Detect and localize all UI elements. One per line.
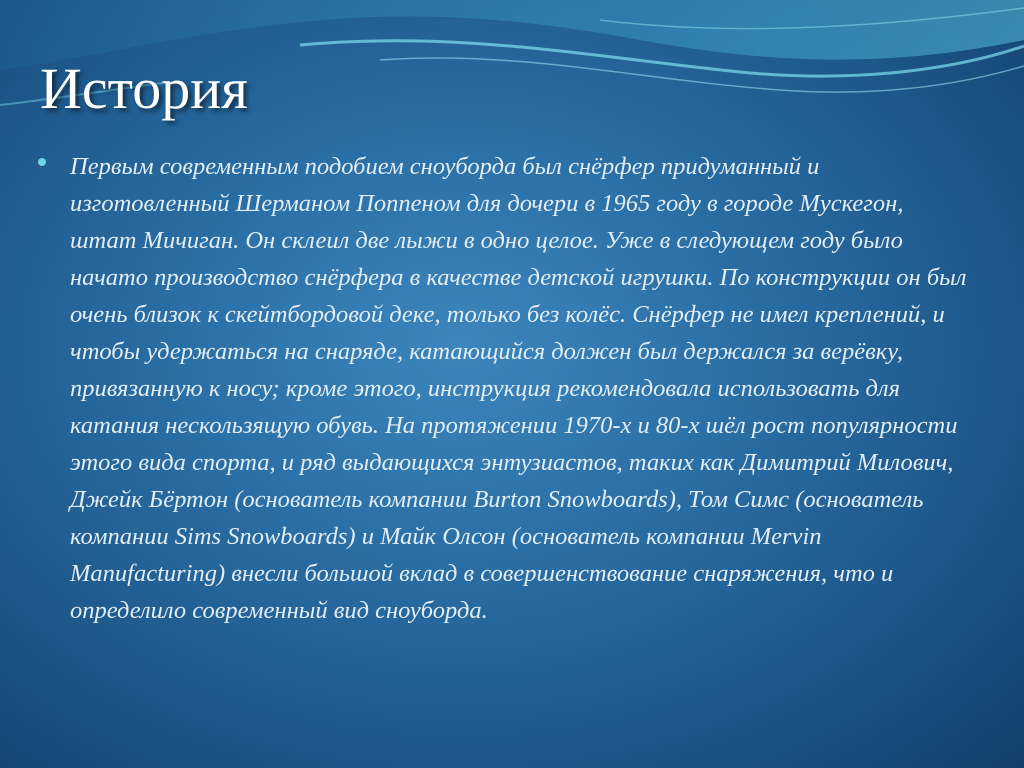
- bullet-icon: [38, 158, 46, 166]
- bullet-text: Первым современным подобием сноуборда был снёрфер придуманный и изготовленный Шерманом Поппеном для дочери в 1965 году в городе Мускегон, штат Мичиган. Он склеил две лыжи в одно целое. Уже в следующем году было начато производство снёрфера в качестве детской игрушки. По конструкции он был очень близок к скейтбордовой деке, только без колёс. Снёрфер не имел креплений, и чтобы удержаться на снаряде, катающийся должен был держался за верёвку, привязанную к носу; кроме этого, инструкция рекомендовала использовать для катания нескользящую обувь. На протяжении 1970-х и 80-х шёл рост популярности этого вида спорта, и ряд выдающихся энтузиастов, таких как Димитрий Милович, Джейк Бёртон (основатель компании Burton Snowboards), Том Симс (основатель компании Sims Snowboards) и Майк Олсон (основатель компании Mervin Manufacturing) внесли большой вклад в совершенствование снаряжения, что и определило современный вид сноуборда.: [70, 153, 967, 624]
- slide-title: История: [40, 56, 248, 121]
